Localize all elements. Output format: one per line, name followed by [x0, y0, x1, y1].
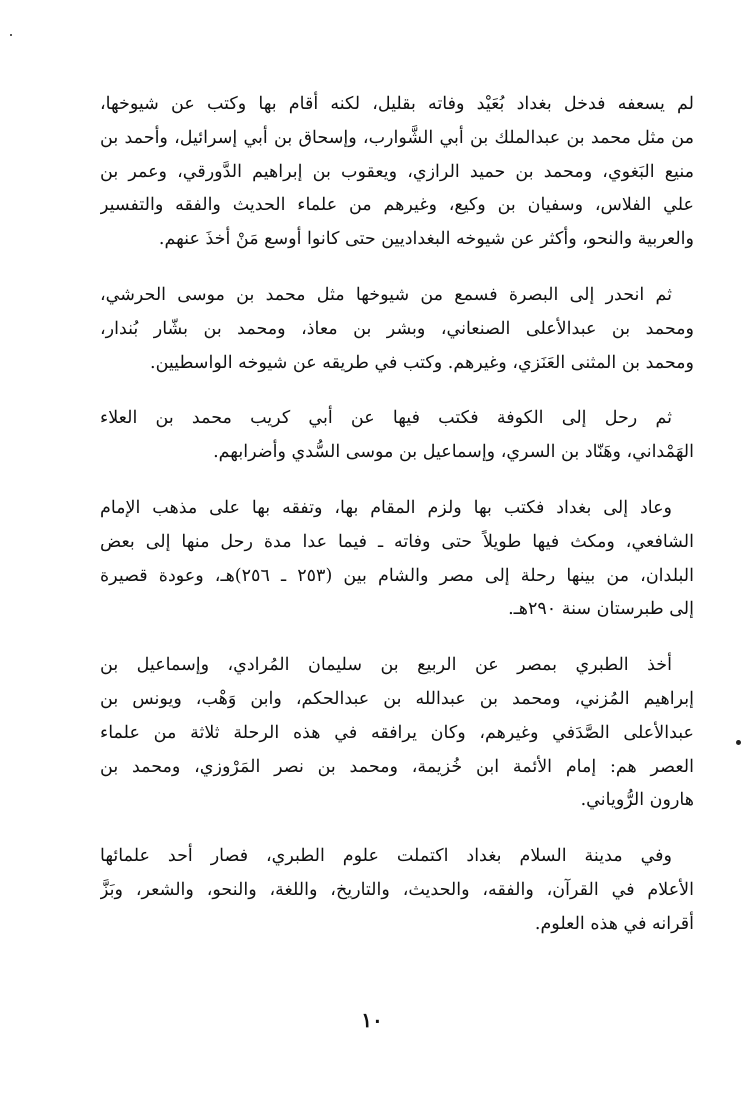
text-line: ومحمد بن عبدالأعلى الصنعاني، وبشر بن معاذ، ومحمد بن بشّار بُندار، [100, 318, 694, 339]
paragraph-baghdad-first-visit [100, 88, 694, 257]
text-line: إلى طبرستان سنة ٢٩٠هـ. [508, 599, 694, 620]
text-line: ومحمد بن المثنى العَنَزي، وغيرهم. وكتب في طريقه عن شيوخه الواسطيين. [150, 352, 694, 373]
text-line: الهَمْداني، وهَنّاد بن السري، وإسماعيل بن موسى السُّدي وأضرابهم. [213, 442, 694, 463]
text-line: وفي مدينة السلام بغداد اكتملت علوم الطبري، فصار أحد علمائها [100, 846, 672, 867]
text-line: الشافعي، ومكث فيها طويلاً حتى وفاته ـ فيما عدا مدة رحل منها إلى بعض [100, 531, 694, 552]
paragraph-basra [100, 279, 694, 380]
text-line: الأعلام في القرآن، والفقه، والحديث، والتاريخ، واللغة، والنحو، والشعر، وبَزَّ [100, 879, 694, 900]
text-line: العصر هم: إمام الأئمة ابن خُزيمة، ومحمد بن نصر المَرْوزي، ومحمد بن [100, 756, 694, 777]
text-line: هارون الرُّوياني. [580, 790, 694, 811]
text-line: لم يسعفه فدخل بغداد بُعَيْد وفاته بقليل، لكنه أقام بها وكتب عن شيوخها، [100, 94, 694, 114]
scan-speck [10, 34, 12, 36]
paragraph-city-of-peace [100, 840, 694, 941]
body-text [100, 88, 694, 964]
text-line: منيع البَغوي، ومحمد بن حميد الرازي، ويعقوب بن إبراهيم الدَّورقي، وعمر بن [100, 161, 694, 182]
text-line: البلدان، من بينها رحلة إلى مصر والشام بين (٢٥٣ ـ ٢٥٦)هـ، وعودة قصيرة [100, 565, 694, 586]
text-line: والعربية والنحو، وأكثر عن شيوخه البغداديين حتى كانوا أوسع مَنْ أخذَ عنهم. [158, 229, 694, 250]
text-line: وعاد إلى بغداد فكتب بها ولزم المقام بها، وتفقه بها على مذهب الإمام [100, 497, 672, 518]
paragraph-kufa [100, 402, 694, 470]
text-line: عبدالأعلى الصَّدَفي وغيرهم، وكان يرافقه في هذه الرحلة ثلاثة من علماء [100, 722, 694, 743]
text-line: ثم رحل إلى الكوفة فكتب فيها عن أبي كريب محمد بن العلاء [100, 408, 672, 429]
text-line: إبراهيم المُزني، ومحمد بن عبدالله بن عبدالحكم، وابن وَهْب، ويونس بن [100, 688, 694, 709]
text-line: علي الفلاس، وسفيان بن وكيع، وغيرهم من علماء الحديث والفقه والتفسير [100, 195, 694, 216]
text-line: أخذ الطبري بمصر عن الربيع بن سليمان المُرادي، وإسماعيل بن [100, 655, 672, 676]
text-line: من مثل محمد بن عبدالملك بن أبي الشَّوارب، وإسحاق بن أبي إسرائيل، وأحمد بن [100, 127, 694, 148]
paragraph-return-baghdad [100, 492, 694, 627]
scan-speck [736, 740, 741, 745]
page-number: ١٠ [361, 1008, 383, 1032]
text-line: أقرانه في هذه العلوم. [534, 913, 694, 934]
paragraph-egypt [100, 649, 694, 818]
text-line: ثم انحدر إلى البصرة فسمع من شيوخها مثل محمد بن موسى الحرشي، [100, 284, 672, 305]
